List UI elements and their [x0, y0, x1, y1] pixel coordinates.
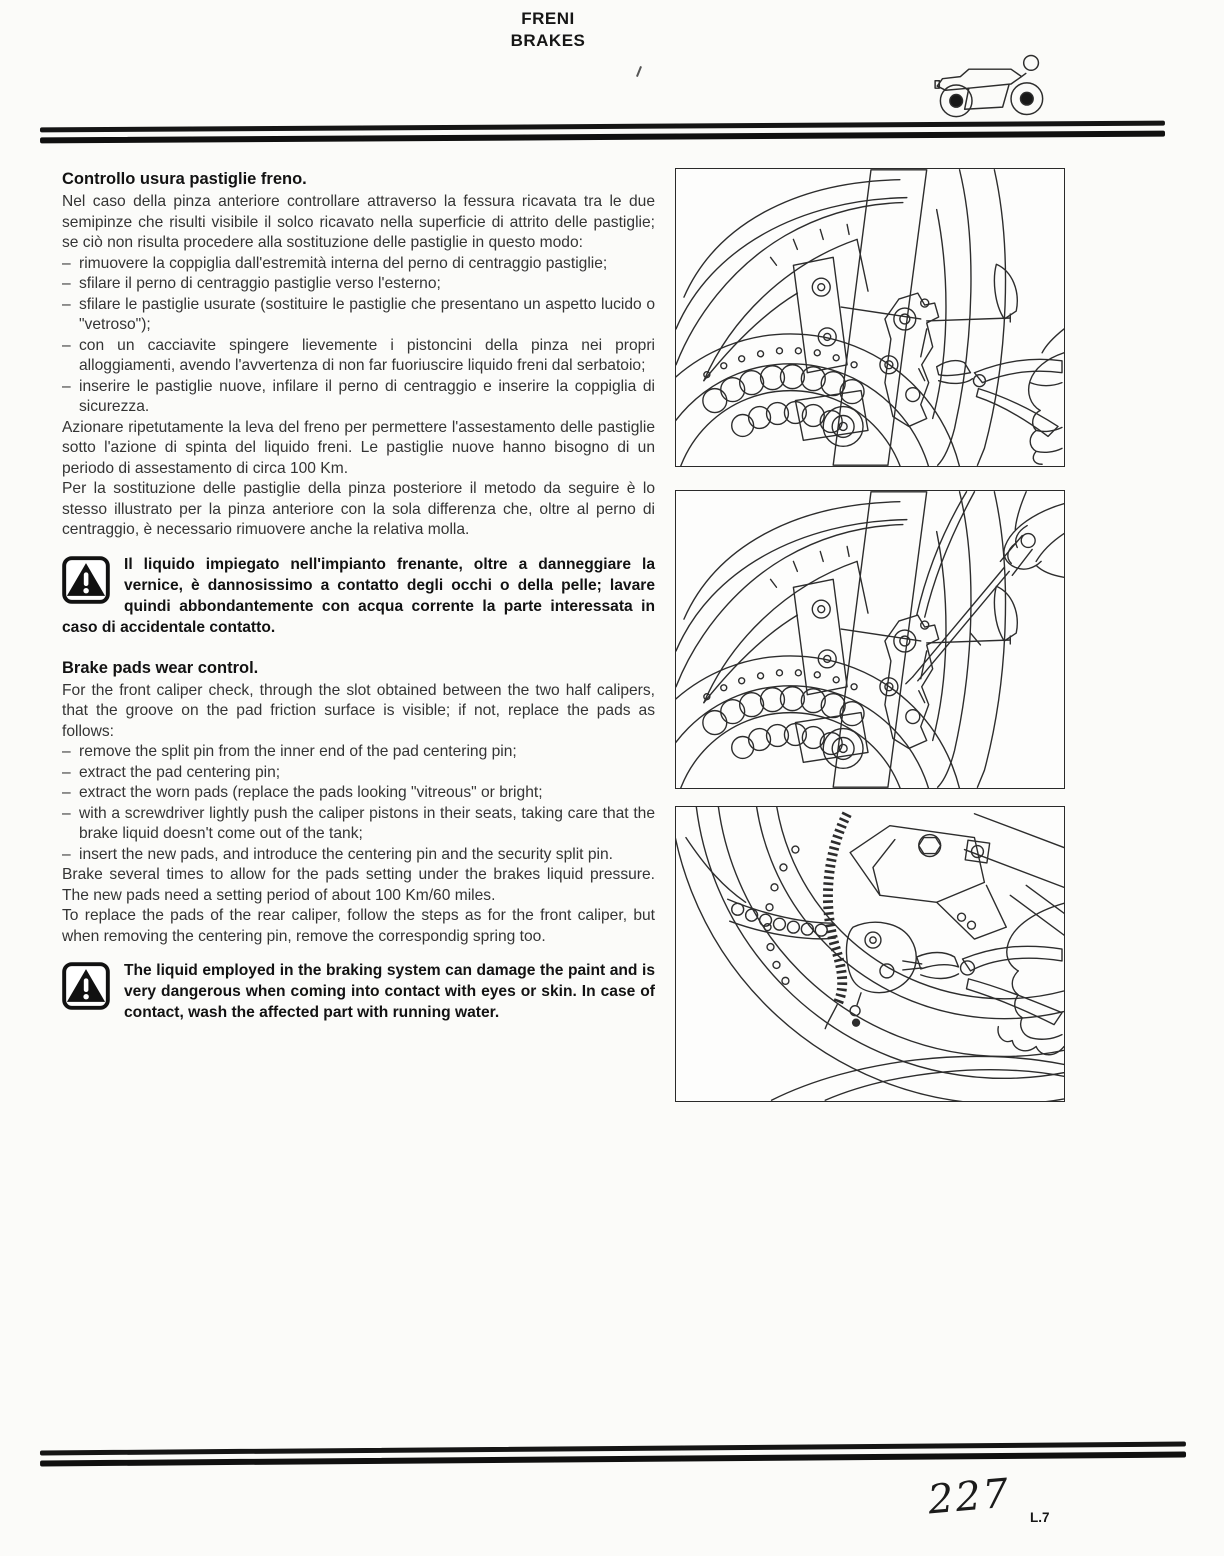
list-item: – rimuovere la coppiglia dall'estremità interna del perno di centraggio pastiglie;	[62, 254, 655, 275]
italian-heading: Controllo usura pastiglie freno.	[62, 170, 307, 188]
list-item: – with a screwdriver lightly push the caliper pistons in their seats, taking care that the brake liquid doesn't come out of the tank;	[62, 804, 655, 845]
english-intro: For the front caliper check, through the slot obtained between the two half calipers, that the groove on the pad friction surface is visible; if not, replace the pads as follows:	[62, 681, 655, 740]
list-item: – sfilare il perno di centraggio pastiglie verso l'esterno;	[62, 274, 655, 295]
figure-rear-caliper-pad-removal	[675, 806, 1065, 1102]
english-para-rear: To replace the pads of the rear caliper, follow the steps as for the front caliper, but when removing the centering pin, remove the correspondig spring too.	[62, 907, 655, 945]
english-heading: Brake pads wear control.	[62, 658, 259, 677]
italian-warning	[62, 554, 655, 638]
list-item: – extract the pad centering pin;	[62, 763, 655, 784]
text-column	[62, 168, 655, 1023]
warning-triangle-icon	[62, 962, 110, 1008]
title-english: BRAKES	[510, 31, 586, 50]
list-item: – insert the new pads, and introduce the centering pin and the security split pin.	[62, 845, 655, 866]
section-italian	[62, 168, 655, 638]
page-title	[0, 8, 1096, 52]
english-warning	[62, 960, 655, 1023]
figure-front-caliper-split-pin-pliers	[675, 168, 1065, 467]
italian-step-list	[62, 254, 655, 418]
italian-para-bedding: Azionare ripetutamente la leva del freno per permettere l'assestamento delle pastiglie sotto l'azione di spinta del liquido freni. Le pastiglie nuove hanno bisogno di un periodo di assestamento di circa 100 Km.	[62, 418, 655, 477]
italian-para-rear: Per la sostituzione delle pastiglie della pinza posteriore il metodo da seguire è lo stesso illustrato per la pinza anteriore con la sola differenza che, oltre al perno di centraggio, è necessario rimuovere anche la relativa molla.	[62, 480, 655, 538]
list-item: – inserire le pastiglie nuove, infilare il perno di centraggio e inserire la coppiglia di sicurezza.	[62, 377, 655, 418]
header-divider	[40, 121, 1165, 144]
list-item: – sfilare le pastiglie usurate (sostituire le pastiglie che presentano un aspetto lucido o "vetroso");	[62, 295, 655, 336]
english-para-bedding: Brake several times to allow for the pads setting under the brakes liquid pressure. The new pads need a setting period of about 100 Km/60 miles.	[62, 866, 655, 904]
scan-speck	[636, 66, 642, 77]
italian-warning-text: Il liquido impiegato nell'impianto frenante, oltre a danneggiare la vernice, è dannosissimo a contatto degli occhi o della pelle; lavare quindi abbondantemente con acqua corrente la parte interessata in caso di accidentale contatto.	[62, 555, 655, 636]
list-item: – extract the worn pads (replace the pads looking "vitreous" or bright;	[62, 783, 655, 804]
plate-reference: L.7	[1030, 1510, 1050, 1525]
title-italian: FRENI	[521, 9, 575, 28]
warning-triangle-icon	[62, 556, 110, 602]
english-step-list	[62, 742, 655, 865]
list-item: – remove the split pin from the inner end of the pad centering pin;	[62, 742, 655, 763]
motorcycle-icon	[933, 46, 1049, 104]
section-english	[62, 657, 655, 1024]
italian-intro: Nel caso della pinza anteriore controllare attraverso la fessura ricavata tra le due semipinze che risulti visibile il solco ricavato nella superficie di attrito delle pastiglie; se ciò non risulta procedere alla sostituzione delle pastiglie in questo modo:	[62, 193, 655, 251]
english-warning-text: The liquid employed in the braking system can damage the paint and is very dangerous when coming into contact with eyes or skin. In case of contact, wash the affected part with running water.	[124, 962, 655, 1021]
figure-front-caliper-centering-pin-extraction	[675, 490, 1065, 789]
footer-divider	[40, 1442, 1186, 1467]
page-number: 227	[926, 1470, 1013, 1524]
list-item: – con un cacciavite spingere lievemente i pistoncini della pinza nei propri alloggiamenti, avendo l'avvertenza di non far fuoriuscire liquido freni dal serbatoio;	[62, 336, 655, 377]
